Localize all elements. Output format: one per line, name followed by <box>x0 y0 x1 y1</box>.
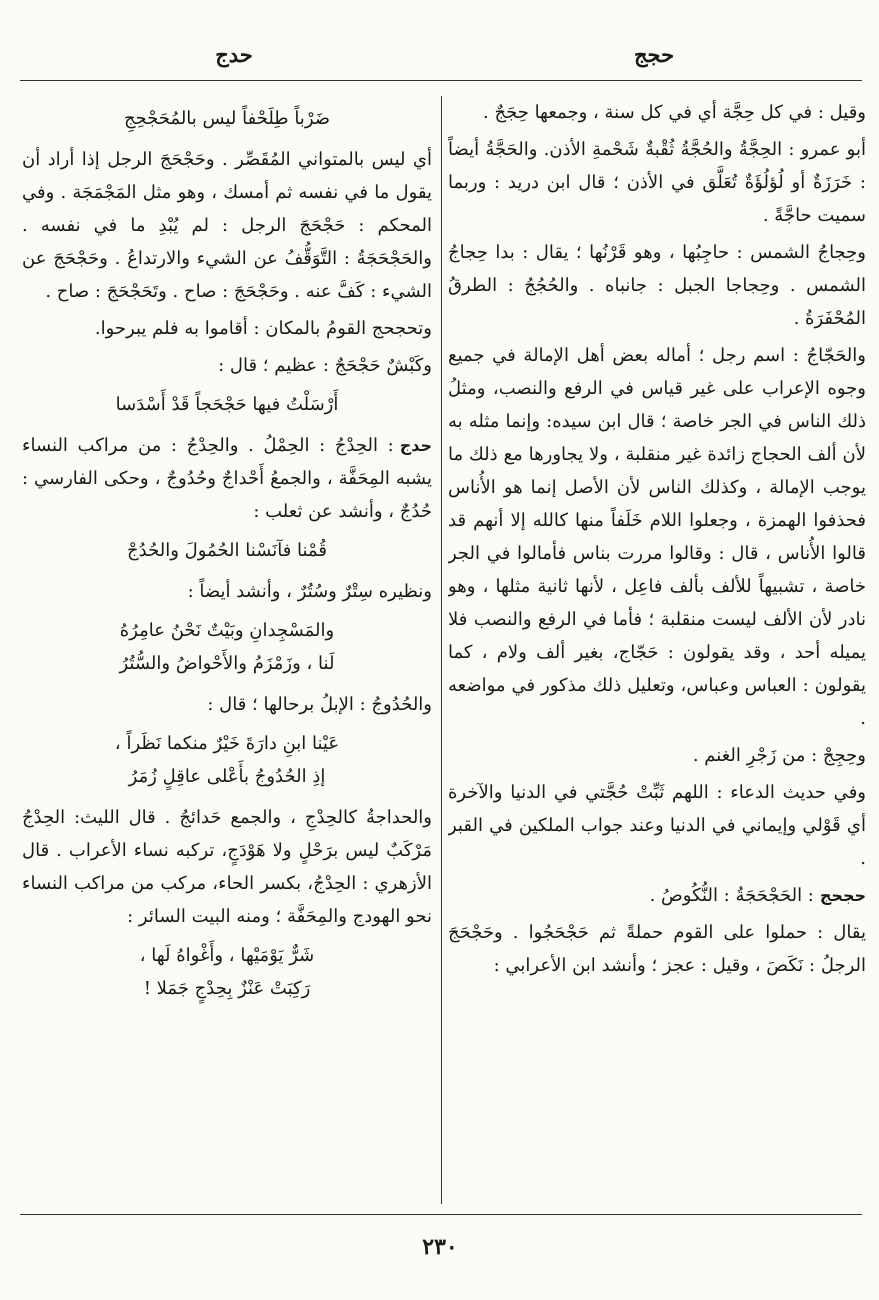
paragraph: أي ليس بالمتواني المُقَصِّر . وحَجْحَجَ الرجل إذا أراد أن يقول ما في نفسه ثم أمسك ، وهو مثل المَجْمَجَة . وفي المحكم : حَجْحَجَ الرجل : لم يُبْدِ ما في نفسه . والحَجْحَجَةُ : التَّوَقُّفُ عن الشيء والارتداعُ . وحَجْحَجَ عن الشيء : كَفَّ عنه . وحَجْحَجَ : صاح . وتَحَجْحَجَ : صاح . <box>22 149 432 302</box>
verse-line: أَرْسَلْتُ فيها حَجْحَجاً قَدْ أَسْدَسا <box>115 394 339 415</box>
running-header-left: حدج <box>215 42 253 67</box>
entry-hajhaj <box>448 879 866 912</box>
paragraph: وفي حديث الدعاء : اللهم ثَبِّتْ حُجَّتي في الدنيا والآخرة أي قَوْلي وإيماني في الدنيا وعند جواب الملكين في القبر . <box>448 782 866 869</box>
verse-line: عَيْنا ابنِ دارَةَ خَيْرٌ منكما نَظَراً ، <box>114 733 340 754</box>
paragraph: وحِجاجُ الشمس : حاجِبُها ، وهو قَرْنُها ؛ يقال : بدا حِجاجُ الشمس . وحِجاجا الجبل : جانباه . والحُجُجُ : الطرقُ المُحْفَرَةُ . <box>448 242 866 329</box>
verse <box>22 534 432 567</box>
verse-line: لَنا ، وزَمْزَمُ والأَحْواضُ والسُّتُرُ <box>119 653 335 674</box>
paragraph: يقال : حملوا على القوم حملةً ثم حَجْحَجُوا . وحَجْحَجَ الرجلُ : نَكَصَ ، وقيل : عجز ؛ وأنشد ابن الأعرابي : <box>448 922 866 976</box>
left-column <box>22 96 432 1204</box>
page-number: ٢٣٠ <box>422 1234 458 1260</box>
verse-line: قُمْنا فآنَسْنا الحُمُولَ والحُدُجْ <box>127 540 327 561</box>
verse-line: إذِ الحُدُوجُ بأَعْلى عاقِلٍ زُمَرُ <box>128 766 326 787</box>
paragraph: وكَبْشٌ حَجْحَجٌ : عظيم ؛ قال : <box>218 355 432 376</box>
verse <box>22 102 432 135</box>
verse <box>22 388 432 421</box>
paragraph: والحُدُوجُ : الإبلُ برحالها ؛ قال : <box>207 694 432 715</box>
definition: : الحِدْجُ : الحِمْلُ . والحِدْجُ : من مراكب النساء يشبه المِحَفَّة ، والجمعُ أَحْداجٌ وحُدُوجٌ ، وحكى الفارسي : حُدُجٌ ، وأنشد عن ثعلب : <box>22 435 432 522</box>
headword: حدج <box>399 436 432 455</box>
paragraph: والحداجةُ كالحِدْجِ ، والجمع حَدائجُ . قال الليث: الحِدْجُ مَرْكَبٌ ليس برَحْلٍ ولا هَوْدَجٍ، تركبه نساء الأعراب . قال الأزهري : الحِدْجُ، بكسر الحاء، مركب من مراكب النساء نحو الهودج والمِحَفَّة ؛ ومنه البيت السائر : <box>22 807 432 927</box>
entry-hadj <box>22 429 432 528</box>
paragraph: وحِجِجْ : من زَجْرِ الغنم . <box>692 745 866 766</box>
verse-line: والمَسْجِدانِ وبَيْتٌ نَحْنُ عامِرُهُ <box>119 620 335 641</box>
right-column <box>448 96 866 1204</box>
paragraph: والحَجّاجُ : اسم رجل ؛ أماله بعض أهل الإمالة في جميع وجوه الإعراب على غير قياس في الرفع والنصب، ومثلُ ذلك الناس في الجر خاصة ؛ قال ابن سيده: وإنما مثله به لأن ألف الحجاج زائدة غير منقلبة ، ولا يجاورها مع ذلك ما يوجب الإمالة ، وكذلك الناس لأن الأصل إنما هو الأُناس فحذفوا الهمزة ، وجعلوا اللام خَلَفاً منها كالله إلا أنهم قد قالوا الأُناس ، قال : وقالوا مررت بناس فأمالوا في الجر خاصة ، تشبيهاً للألف بألف فاعِل ، لأنها ثانية مثلها ، وهو نادر لأن الألف ليست منقلبة ؛ فأما في الرفع والنصب فلا يميله أحد ، وقد يقولون : حَجّاج، بغير ألف ولام ، كما يقولون : العباس وعباس، وتعليل ذلك مذكور في مواضعه . <box>448 345 866 729</box>
paragraph: ونظيره سِتْرٌ وسُتُرٌ ، وأنشد أيضاً : <box>187 581 432 602</box>
running-header-right: حجج <box>633 42 675 67</box>
column-divider <box>441 96 442 1204</box>
verse <box>22 727 432 793</box>
verse-line: رَكِبَتْ عَنْزٌ بِحِدْجٍ جَمَلا ! <box>143 978 311 999</box>
paragraph: وقيل : في كل حِجَّة أي في كل سنة ، وجمعها حِجَجٌ . <box>483 102 866 123</box>
paragraph: أبو عمرو : الحِجَّةُ والحُجَّةُ ثُقْبةٌ شَحْمةِ الأذن. والحَجَّةُ أيضاً : خَرَزَةٌ أو لُؤلُؤَةٌ تُعَلَّق في الأذن ؛ قال ابن دريد : وربما سميت حاجَّةً . <box>448 139 866 226</box>
verse <box>22 614 432 680</box>
headword: حجحج <box>819 886 866 905</box>
verse <box>22 939 432 1005</box>
header-rule <box>20 80 862 81</box>
verse-line: ضَرْباً طِلَحْفاً ليس بالمُحَجْحِجِ <box>123 108 331 129</box>
paragraph: وتحجحج القومُ بالمكان : أقاموا به فلم يبرحوا. <box>94 318 432 339</box>
footer-rule <box>20 1214 862 1215</box>
verse-line: شَرٌّ يَوْمَيْها ، وأَغْواهُ لَها ، <box>139 945 315 966</box>
definition: : الحَجْحَجَةُ : النُّكُوصُ . <box>649 885 814 906</box>
